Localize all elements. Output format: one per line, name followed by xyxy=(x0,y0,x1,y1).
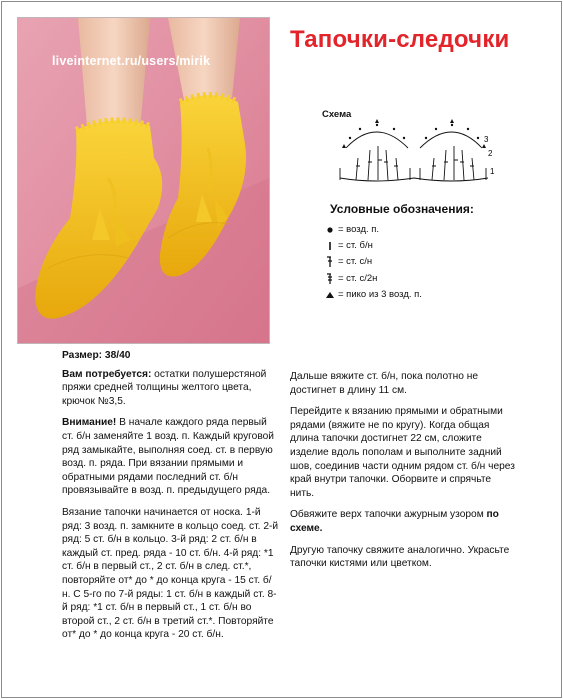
rows-paragraph: Перейдите к вязанию прямыми и обратными рядами (вяжите не по кругу). Когда общая длина тапочки достигнет 22 см, сложите изделие вдоль пополам и выполните задний шов, соединив части одним рядом ст. б/н через край внутри тапочки. Оборвите и спрячьте нить. xyxy=(290,406,515,499)
size-line: Размер: 38/40 xyxy=(62,350,131,361)
page-title: Тапочки-следочки xyxy=(290,26,510,53)
legend-title: Условные обозначения: xyxy=(330,202,474,216)
double-crochet-icon xyxy=(322,256,338,268)
legend-item: = ст. б/н xyxy=(322,238,422,254)
legend-item: = пико из 3 возд. п. xyxy=(322,287,422,303)
right-column xyxy=(290,370,516,579)
row-number: 3 xyxy=(484,135,489,144)
edging-paragraph: Обвяжите верх тапочки ажурным узором по схеме. xyxy=(290,509,499,534)
legend-item: = ст. с/2н xyxy=(322,271,422,287)
finish-paragraph: Другую тапочку свяжите аналогично. Украсьте тапочки кистями или цветком. xyxy=(290,544,510,570)
legend-item: = возд. п. xyxy=(322,222,422,238)
length-paragraph: Дальше вяжите ст. б/н, пока полотно не достигнет в длину 11 см. xyxy=(290,371,478,396)
schema-label: Схема xyxy=(322,109,352,120)
row-number: 1 xyxy=(490,167,495,176)
knitting-paragraph: Вязание тапочки начинается от носка. 1-й ряд: 3 возд. п. замкните в кольцо соед. ст. 2-й ряд: 5 ст. б/н в кольцо. 3-й ряд: 2 ст. б/н в каждый ст. пред. ряда - 10 ст. б/н. 4-й ряд: *1 ст. б/н в первый ст., 2 ст. б/н в след. ст.*, повторяйте от* до * до конца круга - 15 ст. б/н. С 5-го по 7-й ряды: 1 ст. б/н в каждый ст. 8-й ряд: *1 ст. б/н в первый ст., 1 ст. б/н во второй ст., 2 ст. б/н в третий ст.*. Повторяйте от* до * до конца круга - 20 ст. б/н. xyxy=(62,506,279,641)
watermark: liveinternet.ru/users/mirik xyxy=(52,54,211,68)
legend-item: = ст. с/н xyxy=(322,254,422,270)
single-crochet-icon xyxy=(322,241,338,251)
crochet-chart xyxy=(336,118,496,188)
picot-icon xyxy=(322,290,338,300)
treble-crochet-icon xyxy=(322,273,338,285)
dot-icon xyxy=(322,226,338,234)
left-column xyxy=(62,349,280,650)
legend xyxy=(322,222,422,303)
row-number: 2 xyxy=(488,149,493,158)
attention-paragraph: Внимание! В начале каждого ряда первый ст. б/н заменяйте 1 возд. п. Каждый круговой ряд замыкайте, выполняя соед. ст. в первую возд. п. ряда. При вязании прямыми и обратными рядами последний ст. б/н провязывайте в возд. п. предыдущего ряда. xyxy=(62,417,274,497)
materials-paragraph: Вам потребуется: остатки полушерстяной пряжи средней толщины желтого цвета, крючок №3,5. xyxy=(62,368,267,407)
